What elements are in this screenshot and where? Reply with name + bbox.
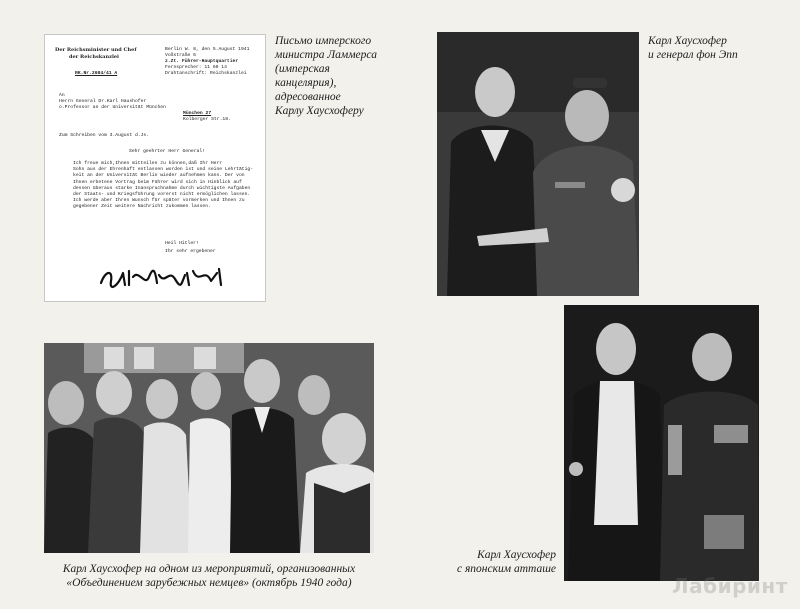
caption-line: Письмо имперского xyxy=(275,35,372,47)
letter-body-line: gegebener Zeit weitere Nachricht zukommen lassen. xyxy=(73,204,211,210)
letter-body-line: keit an der Universität Berlin wieder aufnehmen kann. Der von xyxy=(73,173,245,179)
letter-header-line: Der Reichsminister und Chef xyxy=(55,47,137,53)
caption-bottom-right xyxy=(440,548,556,576)
photo-haushofer-von-epp xyxy=(437,32,639,296)
photo-haushofer-japanese-attache xyxy=(564,305,759,581)
caption-line: (имперская xyxy=(275,63,330,75)
letter-document xyxy=(44,34,266,302)
letter-greeting: Sehr geehrter Herr General! xyxy=(129,149,205,154)
letter-header-line: der Reichskanzlei xyxy=(69,53,119,60)
letter-body-line: der Staats- und Kriegsführung vorerst nicht ermöglichen lassen. xyxy=(73,192,251,198)
signature xyxy=(95,255,235,295)
letter-closing: Ihr sehr ergebener xyxy=(165,249,216,254)
letter-salute: Heil Hitler! xyxy=(165,241,199,246)
letter-header-line: z.Zt. Führer-Hauptquartier xyxy=(165,59,239,64)
letter-address-line: An xyxy=(59,93,65,98)
caption-line: Карлу Хаусхоферу xyxy=(275,105,364,117)
letter-address-line: Herrn General Dr.Karl Haushofer xyxy=(59,99,147,105)
caption-line: Карл Хаусхофер xyxy=(477,549,556,561)
letter-header-right xyxy=(165,47,249,77)
letter-subject: Zum Schreiben vom 3.August d.Js. xyxy=(59,133,150,138)
letter-body-line: Ihnen erbetene Vortrag beim Führer wird sich in Hinblick auf xyxy=(73,179,242,185)
caption-letter xyxy=(275,34,405,118)
letter-date-line: Berlin W. 8, den 5.August 1941 xyxy=(165,47,250,52)
watermark-logo: Лабиринт xyxy=(672,574,788,598)
caption-bottom-left xyxy=(44,562,374,590)
letter-body-line: Ich werde aber Ihren Wunsch für später vormerken und Ihnen zu xyxy=(73,198,245,204)
caption-line: с японским атташе xyxy=(456,563,556,575)
letter-city xyxy=(183,111,231,123)
letter-header-line: Drahtanschrift: Reichskanzlei xyxy=(165,71,247,76)
letter-city-line: Kolberger Str.18. xyxy=(183,117,231,123)
photo-event-group xyxy=(44,343,374,553)
caption-line: Карл Хаусхофер xyxy=(648,35,727,47)
letter-header-line: Voßstraße 6 xyxy=(165,53,196,58)
letter-address xyxy=(59,93,166,112)
caption-line: министра Ламмерса xyxy=(275,49,377,61)
letter-city-line: München 27 xyxy=(183,111,212,116)
letter-header-left xyxy=(55,47,136,60)
caption-line: адресованное xyxy=(275,91,341,103)
caption-line: «Объединением зарубежных немцев» (октябрь 1940 года) xyxy=(66,577,352,589)
caption-line: канцелярия), xyxy=(275,77,337,89)
letter-body-line: Ich freue mich,Ihnen mitteilen zu können,daß Ihr Herr xyxy=(73,161,223,166)
letter-body-line: dessen überaus starke Inanspruchnahme durch wichtigste Aufgaben xyxy=(73,185,251,191)
letter-reference: RK.Nr.2684/41 A xyxy=(75,71,118,76)
caption-line: Карл Хаусхофер на одном из мероприятий, организованных xyxy=(62,563,356,575)
letter-body xyxy=(73,161,263,211)
letter-header-line: Fernsprecher: 11 60 14 xyxy=(165,65,227,70)
letter-address-line: o.Professor an der Universität München xyxy=(59,105,166,111)
caption-top-right xyxy=(648,34,788,62)
letter-body-line: Sohn aus der Ehrenhaft entlassen worden ist und seine Lehrtätig- xyxy=(73,167,254,173)
caption-line: и генерал фон Эпп xyxy=(648,49,738,61)
